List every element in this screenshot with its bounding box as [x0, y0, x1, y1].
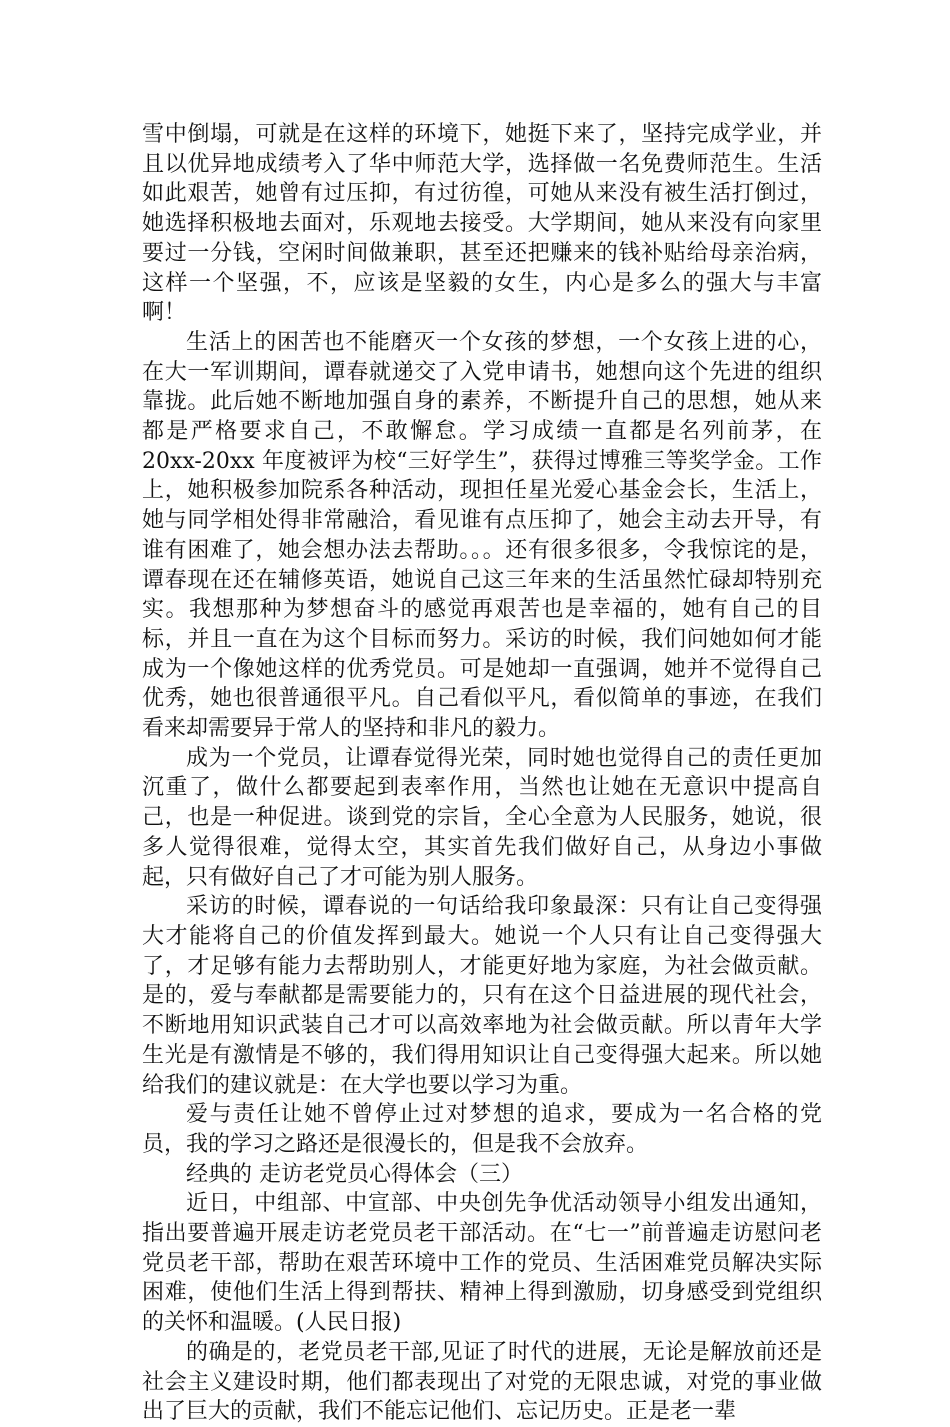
paragraph: 近日，中组部、中宣部、中央创先争优活动领导小组发出通知，指出要普遍开展走访老党员老干部活动。在“七一”前普遍走访慰问老党员老干部，帮助在艰苦环境中工作的党员、生活困难党员解决实际困难，使他们生活上得到帮扶、精神上得到激励，切身感受到党组织的关怀和温暖。(人民日报): [142, 1191, 822, 1336]
paragraph: 爱与责任让她不曾停止过对梦想的追求，要成为一名合格的党员，我的学习之路还是很漫长的，但是我不会放弃。: [142, 1102, 822, 1157]
paragraph: 的确是的，老党员老干部,见证了时代的进展，无论是解放前还是社会主义建设时期，他们都表现出了对党的无限忠诚，对党的事业做出了巨大的贡献，我们不能忘记他们、忘记历史。正是老一辈: [142, 1339, 822, 1425]
document-body: [142, 120, 822, 1427]
paragraph: 生活上的困苦也不能磨灭一个女孩的梦想，一个女孩上进的心，在大一军训期间，谭春就递交了入党申请书，她想向这个先进的组织靠拢。此后她不断地加强自身的素养，不断提升自己的思想，她从来都是严格要求自己，不敢懈怠。学习成绩一直都是名列前茅，在 20xx-20xx 年度被评为校“三好学生”，获得过博雅三等奖学金。工作上，她积极参加院系各种活动，现担任星光爱心基金会长，生活上，她与同学相处得非常融洽，看见谁有点压抑了，她会主动去开导，有谁有困难了，她会想办法去帮助。。。还有很多很多，令我惊诧的是，谭春现在还在辅修英语，她说自己这三年来的生活虽然忙碌却特别充实。我想那种为梦想奋斗的感觉再艰苦也是幸福的，她有自己的目标，并且一直在为这个目标而努力。采访的时候，我们问她如何才能成为一个像她这样的优秀党员。可是她却一直强调，她并不觉得自己优秀，她也很普通很平凡。自己看似平凡，看似简单的事迹，在我们看来却需要异于常人的坚持和非凡的毅力。: [142, 329, 822, 742]
paragraph: 雪中倒塌，可就是在这样的环境下，她挺下来了，坚持完成学业，并且以优异地成绩考入了华中师范大学，选择做一名免费师范生。生活如此艰苦，她曾有过压抑，有过彷徨，可她从来没有被生活打倒过，她选择积极地去面对，乐观地去接受。大学期间，她从来没有向家里要过一分钱，空闲时间做兼职，甚至还把赚来的钱补贴给母亲治病，这样一个坚强，不，应该是坚毅的女生，内心是多么的强大与丰富啊！: [142, 122, 822, 326]
paragraph: 采访的时候，谭春说的一句话给我印象最深：只有让自己变得强大才能将自己的价值发挥到最大。她说一个人只有让自己变得强大了，才足够有能力去帮助别人，才能更好地为家庭，为社会做贡献。是的，爱与奉献都是需要能力的，只有在这个日益进展的现代社会，不断地用知识武装自己才可以高效率地为社会做贡献。所以青年大学生光是有激情是不够的，我们得用知识让自己变得强大起来。所以她给我们的建议就是：在大学也要以学习为重。: [142, 894, 822, 1098]
paragraph: 成为一个党员，让谭春觉得光荣，同时她也觉得自己的责任更加沉重了，做什么都要起到表率作用，当然也让她在无意识中提高自己，也是一种促进。谈到党的宗旨，全心全意为人民服务，她说，很多人觉得很难，觉得太空，其实首先我们做好自己，从身边小事做起，只有做好自己了才可能为别人服务。: [142, 745, 822, 890]
section-heading: 经典的 走访老党员心得体会（三）: [186, 1161, 523, 1187]
